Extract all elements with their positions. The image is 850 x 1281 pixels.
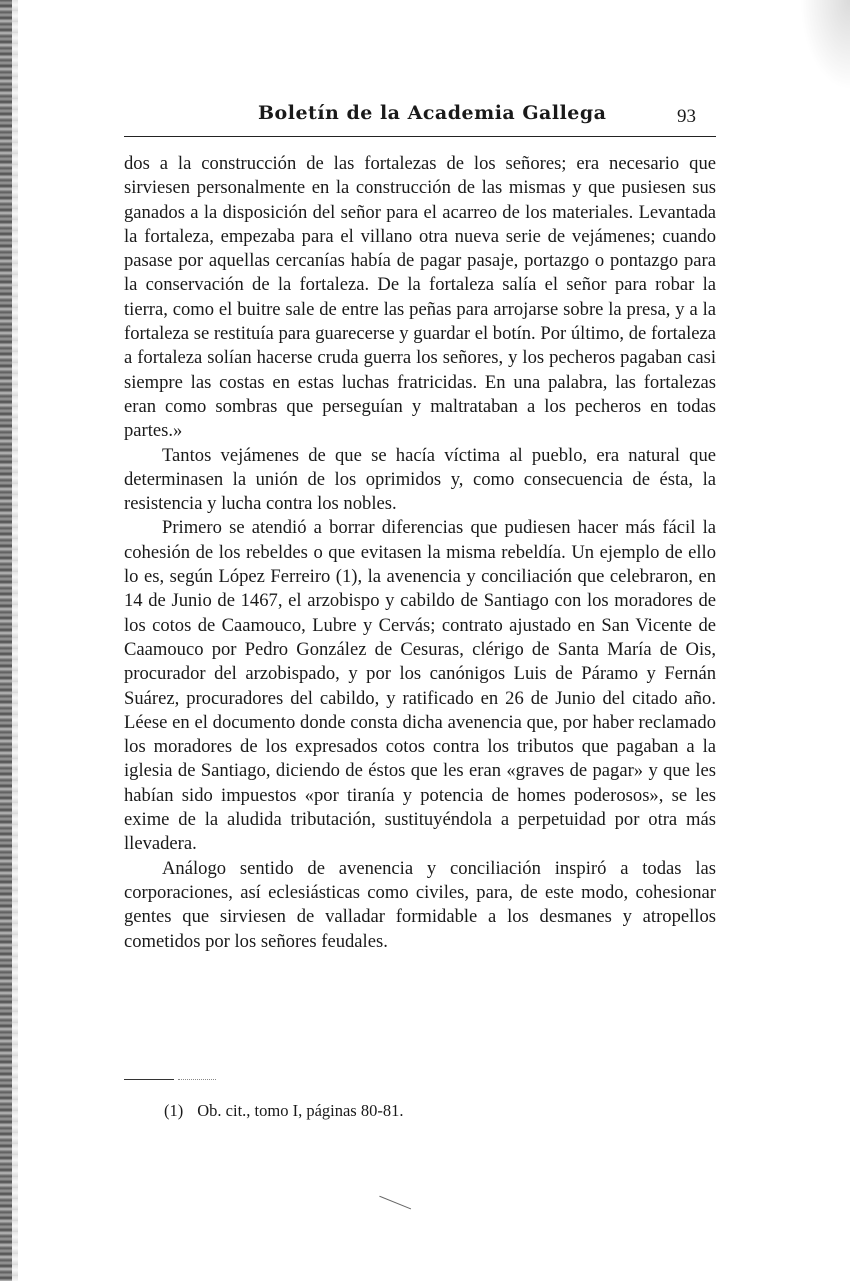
body-text bbox=[124, 152, 716, 954]
running-title: Boletín de la Academia Gallega bbox=[258, 102, 607, 124]
footnote-rule-tail bbox=[178, 1079, 216, 1080]
binding-shadow bbox=[12, 0, 18, 1281]
paragraph: Tantos vejámenes de que se hacía víctima al pueblo, era natural que determinasen la unión de los oprimidos y, como consecuencia de ésta, la resistencia y lucha contra los nobles. bbox=[124, 444, 716, 515]
footnote-text: Ob. cit., tomo I, páginas 80-81. bbox=[197, 1101, 404, 1120]
binding-edge bbox=[0, 0, 12, 1281]
paragraph: Análogo sentido de avenencia y conciliación inspiró a todas las corporaciones, así eclesiásticas como civiles, para, de este modo, cohesionar gentes que sirviesen de valladar formidable a los desmanes y atropellos cometidos por los señores feudales. bbox=[124, 857, 716, 952]
page-number: 93 bbox=[677, 106, 696, 127]
paragraph-continued: dos a la construcción de las fortalezas de los señores; era necesario que sirviesen personalmente en la construcción de las mismas y que pusiesen sus ganados a la disposición del señor para el acarreo de los materiales. Levantada la fortaleza, empezaba para el villano otra nueva serie de vejámenes; cuando pasase por aquellas cercanías había de pagar pasaje, portazgo o pontazgo para la conservación de la fortaleza. De la fortaleza salía el señor para robar la tierra, como el buitre sale de entre las peñas para arrojarse sobre la presa, y a la fortaleza se restituía para guarecerse y guardar el botín. Por último, de fortaleza a fortaleza solían hacerse cruda guerra los señores, y los pecheros pagaban casi siempre las costas en estas luchas fratricidas. En una palabra, las fortalezas eran como sombras que perseguían y maltrataban a los pecheros en todas partes.» bbox=[124, 153, 716, 442]
page-stain bbox=[800, 0, 850, 90]
page-header bbox=[124, 100, 716, 137]
footnote-mark: (1) bbox=[164, 1101, 184, 1120]
ink-speck bbox=[379, 1196, 411, 1211]
footnote-rule bbox=[124, 1079, 174, 1080]
paragraph: Primero se atendió a borrar diferencias que pudiesen hacer más fácil la cohesión de los rebeldes o que evitasen la misma rebeldía. Un ejemplo de ello lo es, según López Ferreiro (1), la avenencia y conciliación que celebraron, en 14 de Junio de 1467, el arzobispo y cabildo de Santiago con los moradores de los cotos de Caamouco, Lubre y Cervás; contrato ajustado en San Vicente de Caamouco por Pedro González de Cesuras, clérigo de Santa María de Ois, procurador del arzobispado, y por los canónigos Luis de Páramo y Fernán Suárez, procuradores del cabildo, y ratificado en 26 de Junio del citado año. Léese en el documento donde consta dicha avenencia que, por haber reclamado los moradores de los expresados cotos contra los tributos que pagaban a la iglesia de Santiago, diciendo de éstos que les eran «graves de pagar» y que les habían sido impuestos «por tiranía y potencia de homes poderosos», se les exime de la aludida tributación, sustituyéndola a perpetuidad por otra más llevadera. bbox=[124, 517, 716, 855]
footnote bbox=[164, 1101, 403, 1121]
